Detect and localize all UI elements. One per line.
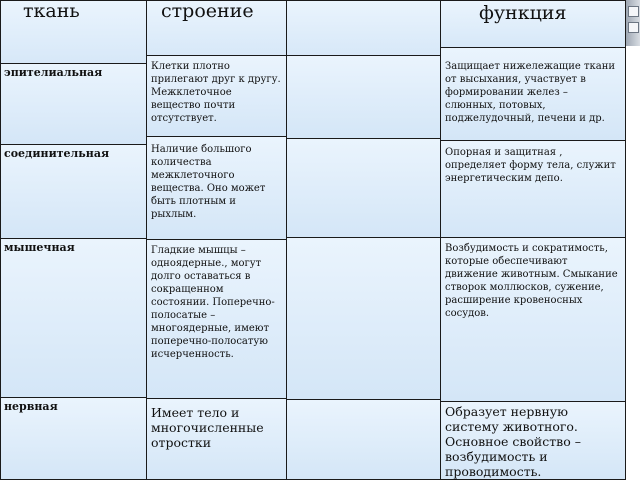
header-structure xyxy=(146,0,287,56)
row-epithelial-function-text: Защищает нижележащие ткани от высыхания, участвует в формировании желез – слюнных, потовых, поджелудочный, печени и др. xyxy=(445,61,616,124)
row-nervous-extra xyxy=(286,399,441,480)
header-tissue xyxy=(0,0,147,64)
row-muscle-function-text: Возбудимость и сократимость, которые обеспечивают движение животным. Смыкание створок моллюсков, сужение, расширение кровеносных сосудов. xyxy=(445,243,618,319)
row-connective-tissue xyxy=(0,144,147,239)
row-nervous-tissue-label: нервная xyxy=(4,400,58,413)
row-epithelial-tissue-label: эпителиальная xyxy=(4,66,103,79)
row-nervous-tissue xyxy=(0,397,147,480)
row-muscle-tissue-label: мышечная xyxy=(4,241,75,254)
square-icon xyxy=(628,22,639,33)
row-connective-extra xyxy=(286,138,441,238)
row-epithelial-function xyxy=(440,47,626,141)
header-tissue-label: ткань xyxy=(23,0,80,22)
window-edge-decoration xyxy=(626,0,640,46)
square-icon xyxy=(628,6,639,17)
row-nervous-function-text: Образует нервную систему животного. Основное свойство – возбудимость и проводимость. xyxy=(445,404,581,479)
row-connective-tissue-label: соединительная xyxy=(4,147,110,160)
row-connective-function-text: Опорная и защитная , определяет форму тела, служит энергетическим депо. xyxy=(445,147,616,184)
row-muscle-structure xyxy=(146,239,287,399)
header-structure-label: строение xyxy=(161,0,254,22)
row-nervous-function xyxy=(440,401,626,480)
row-nervous-structure-text: Имеет тело и многочисленные отростки xyxy=(151,405,264,450)
row-epithelial-tissue xyxy=(0,63,147,145)
row-muscle-function xyxy=(440,237,626,402)
row-muscle-tissue xyxy=(0,238,147,398)
row-muscle-extra xyxy=(286,237,441,400)
header-extra xyxy=(286,0,441,56)
row-epithelial-structure xyxy=(146,55,287,137)
row-connective-structure-text: Наличие большого количества межклеточного вещества. Оно может быть плотным и рыхлым. xyxy=(151,144,266,220)
row-connective-structure xyxy=(146,136,287,240)
row-connective-function xyxy=(440,140,626,238)
header-function-label: функция xyxy=(479,2,567,24)
row-epithelial-structure-text: Клетки плотно прилегают друг к другу. Межклеточное вещество почти отсутствует. xyxy=(151,61,281,124)
row-nervous-structure xyxy=(146,398,287,480)
row-epithelial-extra xyxy=(286,55,441,139)
header-function xyxy=(440,0,626,48)
row-muscle-structure-text: Гладкие мышцы – одноядерные., могут долго оставаться в сокращенном состоянии. Поперечно-полосатые – многоядерные, имеют поперечно-полосатую исчерченность. xyxy=(151,245,275,360)
